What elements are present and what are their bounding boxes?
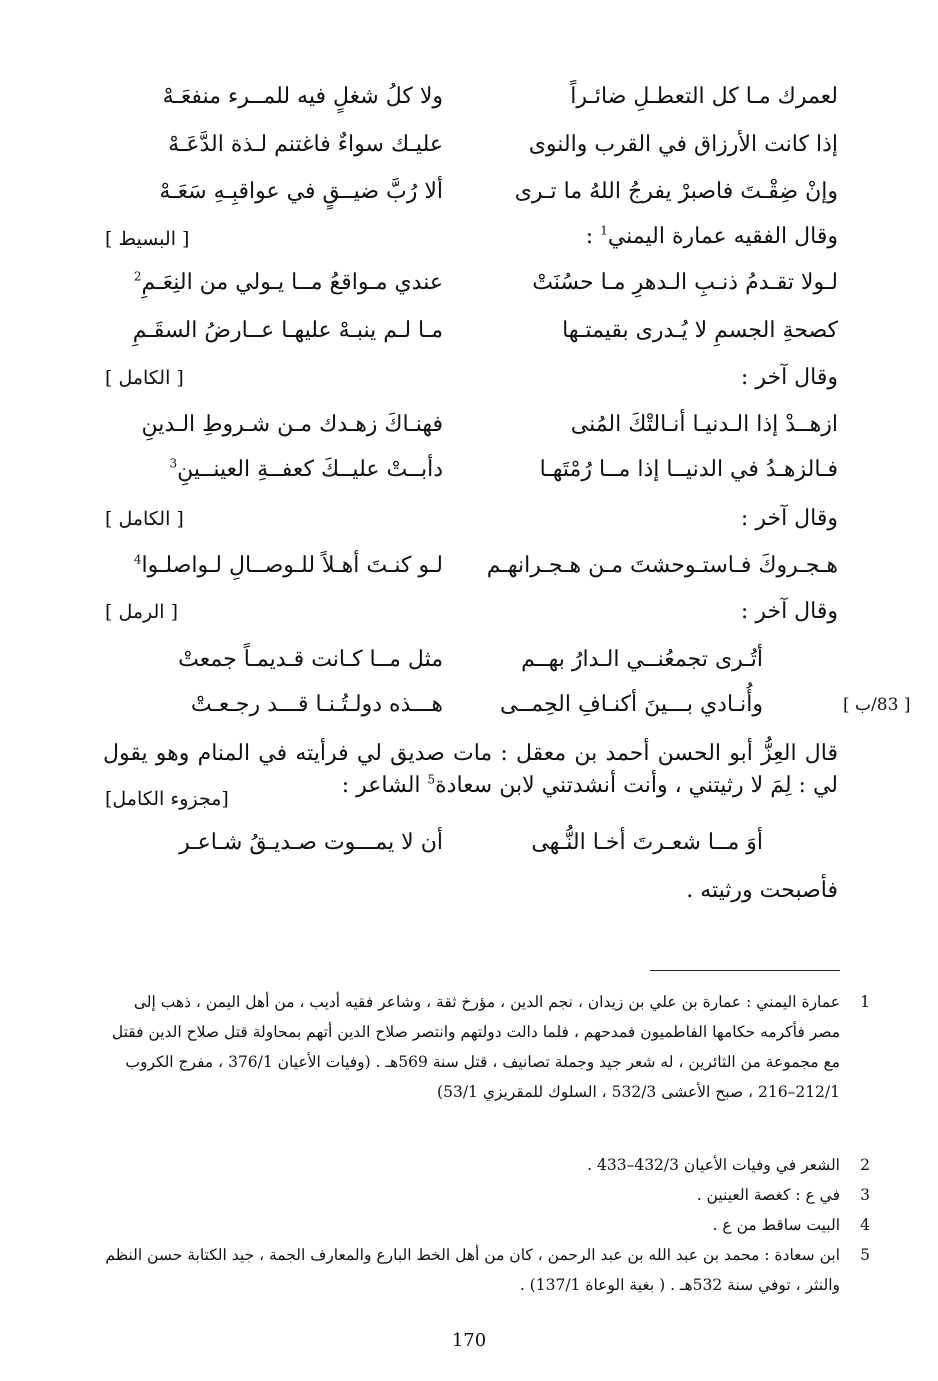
meter-label: [ البسيط ] [105, 228, 190, 250]
poem-intro: وقال آخر : [740, 365, 838, 390]
footnote-text: عمارة اليمني : عمارة بن علي بن زيدان ، نجم الدين ، مؤرخ ثقة ، وشاعر فقيه أديب ، من أهل اليمن ، ذهب إلى مصر فأكرمه حكامها الفاطميون فمدحهم ، فلما دالت دولتهم وانتصر صلاح الدين أتهم بمحاولة قتل صلاح الدين فقتل مع مجموعة من الثائرين ، له شعر جيد وجملة تصانيف ، قتل سنة 569هـ . (وفيات الأعيان 376/1 ، مفرج الكروب 212/1–216 ، صبح الأعشى 532/3 ، السلوك للمقريزي 53/1) [111, 993, 840, 1101]
verse-text: لـو كنـتَ أهـلاً للـوصــالِ لـواصلـوا [141, 553, 443, 578]
verse-hemistich: وأُنـادي بـــينَ أكنـافِ الحِمــى [500, 692, 763, 717]
footnote-number: 1 [860, 993, 870, 1011]
closing-line: فأصبحت ورثيته . [686, 878, 838, 903]
footnote-ref: 5 [427, 772, 436, 787]
verse-hemistich [134, 268, 443, 298]
footnote-ref: 1 [600, 223, 608, 238]
footnote [105, 1210, 870, 1240]
footnote-ref: 3 [169, 456, 178, 471]
meter-label: [ الرمل ] [105, 601, 179, 623]
footnote-number: 2 [860, 1156, 870, 1174]
meter-label: [مجزوء الكامل] [105, 788, 229, 810]
poem-intro: وقال آخر : [740, 506, 838, 531]
verse-hemistich: مـا لـم ينبـهْ عليهـا عــارضُ السقَـمِ [132, 318, 443, 343]
footnote [105, 987, 870, 1107]
verse-hemistich: إذا كانت الأرزاق في القرب والنوى [528, 132, 838, 157]
footnote-text: البيت ساقط من ع . [712, 1216, 840, 1234]
manuscript-folio-marker: [ 83/ب ] [843, 695, 911, 715]
verse-hemistich: عليـك سواءٌ فاغتنم لـذة الدَّعَـهْ [168, 132, 443, 157]
page-number: 170 [451, 1330, 487, 1351]
anecdote-text-end: الشاعر : [341, 773, 428, 798]
verse-hemistich [169, 455, 443, 485]
verse-hemistich: وإنْ ضِقْـتَ فاصبرْ يفرجُ اللهُ ما تـرى [514, 179, 838, 204]
verse-hemistich: مثل مــا كـانت قـديمـاً جمعتْ [178, 647, 443, 672]
footnote-ref: 4 [133, 552, 142, 567]
intro-text: وقال الفقيه عمارة اليمني [607, 224, 838, 249]
footnote-text: الشعر في وفيات الأعيان 432/3–433 . [587, 1156, 840, 1174]
verse-hemistich: فـالزهـدُ في الدنيــا إذا مــا رُمْتَهـا [539, 457, 838, 482]
verse-text: عندي مـواقعُ مــا يـولي من النِعَـمِ [141, 270, 443, 295]
footnote [105, 1240, 870, 1300]
anecdote-text: قال العِزُّ أبو الحسن أحمد بن معقل : مات صديق لي فرأيته في المنام وهو يقول لي : لِمَ لا رثيتني ، وأنت أنشدتني لابن سعادة [103, 741, 838, 798]
verse-hemistich [134, 551, 443, 581]
footnote [105, 1180, 870, 1210]
footnote-text: ابن سعادة : محمد بن عبد الله بن عبد الرحمن ، كان من أهل الخط البارع والمعارف الجمة ، جيد الكتابة حسن النظم والنثر ، توفي سنة 532هـ . ( بغية الوعاة 137/1) . [105, 1246, 840, 1294]
poem-intro [586, 222, 838, 252]
verse-hemistich: هـجـروكَ فـاستـوحشتَ مـن هـجـرانهـم [486, 553, 838, 578]
verse-hemistich: فهنـاكَ زهـدك مـن شـروطِ الـدينِ [141, 412, 443, 437]
verse-hemistich: ولا كلُ شغلٍ فيه للمــرء منفعَـهْ [162, 84, 443, 109]
footnote-number: 4 [860, 1216, 870, 1234]
poem-intro: وقال آخر : [740, 599, 838, 624]
footnote [105, 1150, 870, 1180]
verse-hemistich: أوَ مــا شعـرتَ أخـا النُّـهى [531, 830, 763, 855]
meter-label: [ الكامل ] [105, 508, 184, 530]
meter-label: [ الكامل ] [105, 367, 184, 389]
footnote-number: 3 [860, 1186, 870, 1204]
verse-hemistich: لـولا تقـدمُ ذنـبِ الـدهرِ مـا حسُنَتْ [532, 270, 838, 295]
intro-colon: : [585, 224, 601, 249]
verse-hemistich: ازهــدْ إذا الـدنيـا أنـالتْكَ المُنى [570, 412, 838, 437]
verse-text: دأبــتْ عليــكَ كعفــةِ العينــينِ [177, 457, 443, 482]
verse-hemistich: أتُـرى تجمعُنــي الـدارُ بهــم [521, 647, 763, 672]
verse-hemistich: ألا رُبَّ ضيــقٍ في عواقبِـهِ سَعَـهْ [159, 179, 443, 204]
verse-hemistich: هـــذه دولـتُـنـا قـــد رجـعـتْ [190, 692, 443, 717]
footnote-text: في ع : كغصة العينين . [696, 1186, 840, 1204]
footnote-ref: 2 [133, 269, 142, 284]
footnote-divider [650, 970, 840, 971]
verse-hemistich: أن لا يمـــوت صـديـقُ شـاعـر [179, 830, 443, 855]
footnote-number: 5 [860, 1246, 870, 1264]
verse-hemistich: كصحةِ الجسمِ لا يُـدرى بقيمتـها [562, 318, 838, 343]
verse-hemistich: لعمرك مـا كل التعطـلِ ضائـراً [570, 84, 838, 109]
